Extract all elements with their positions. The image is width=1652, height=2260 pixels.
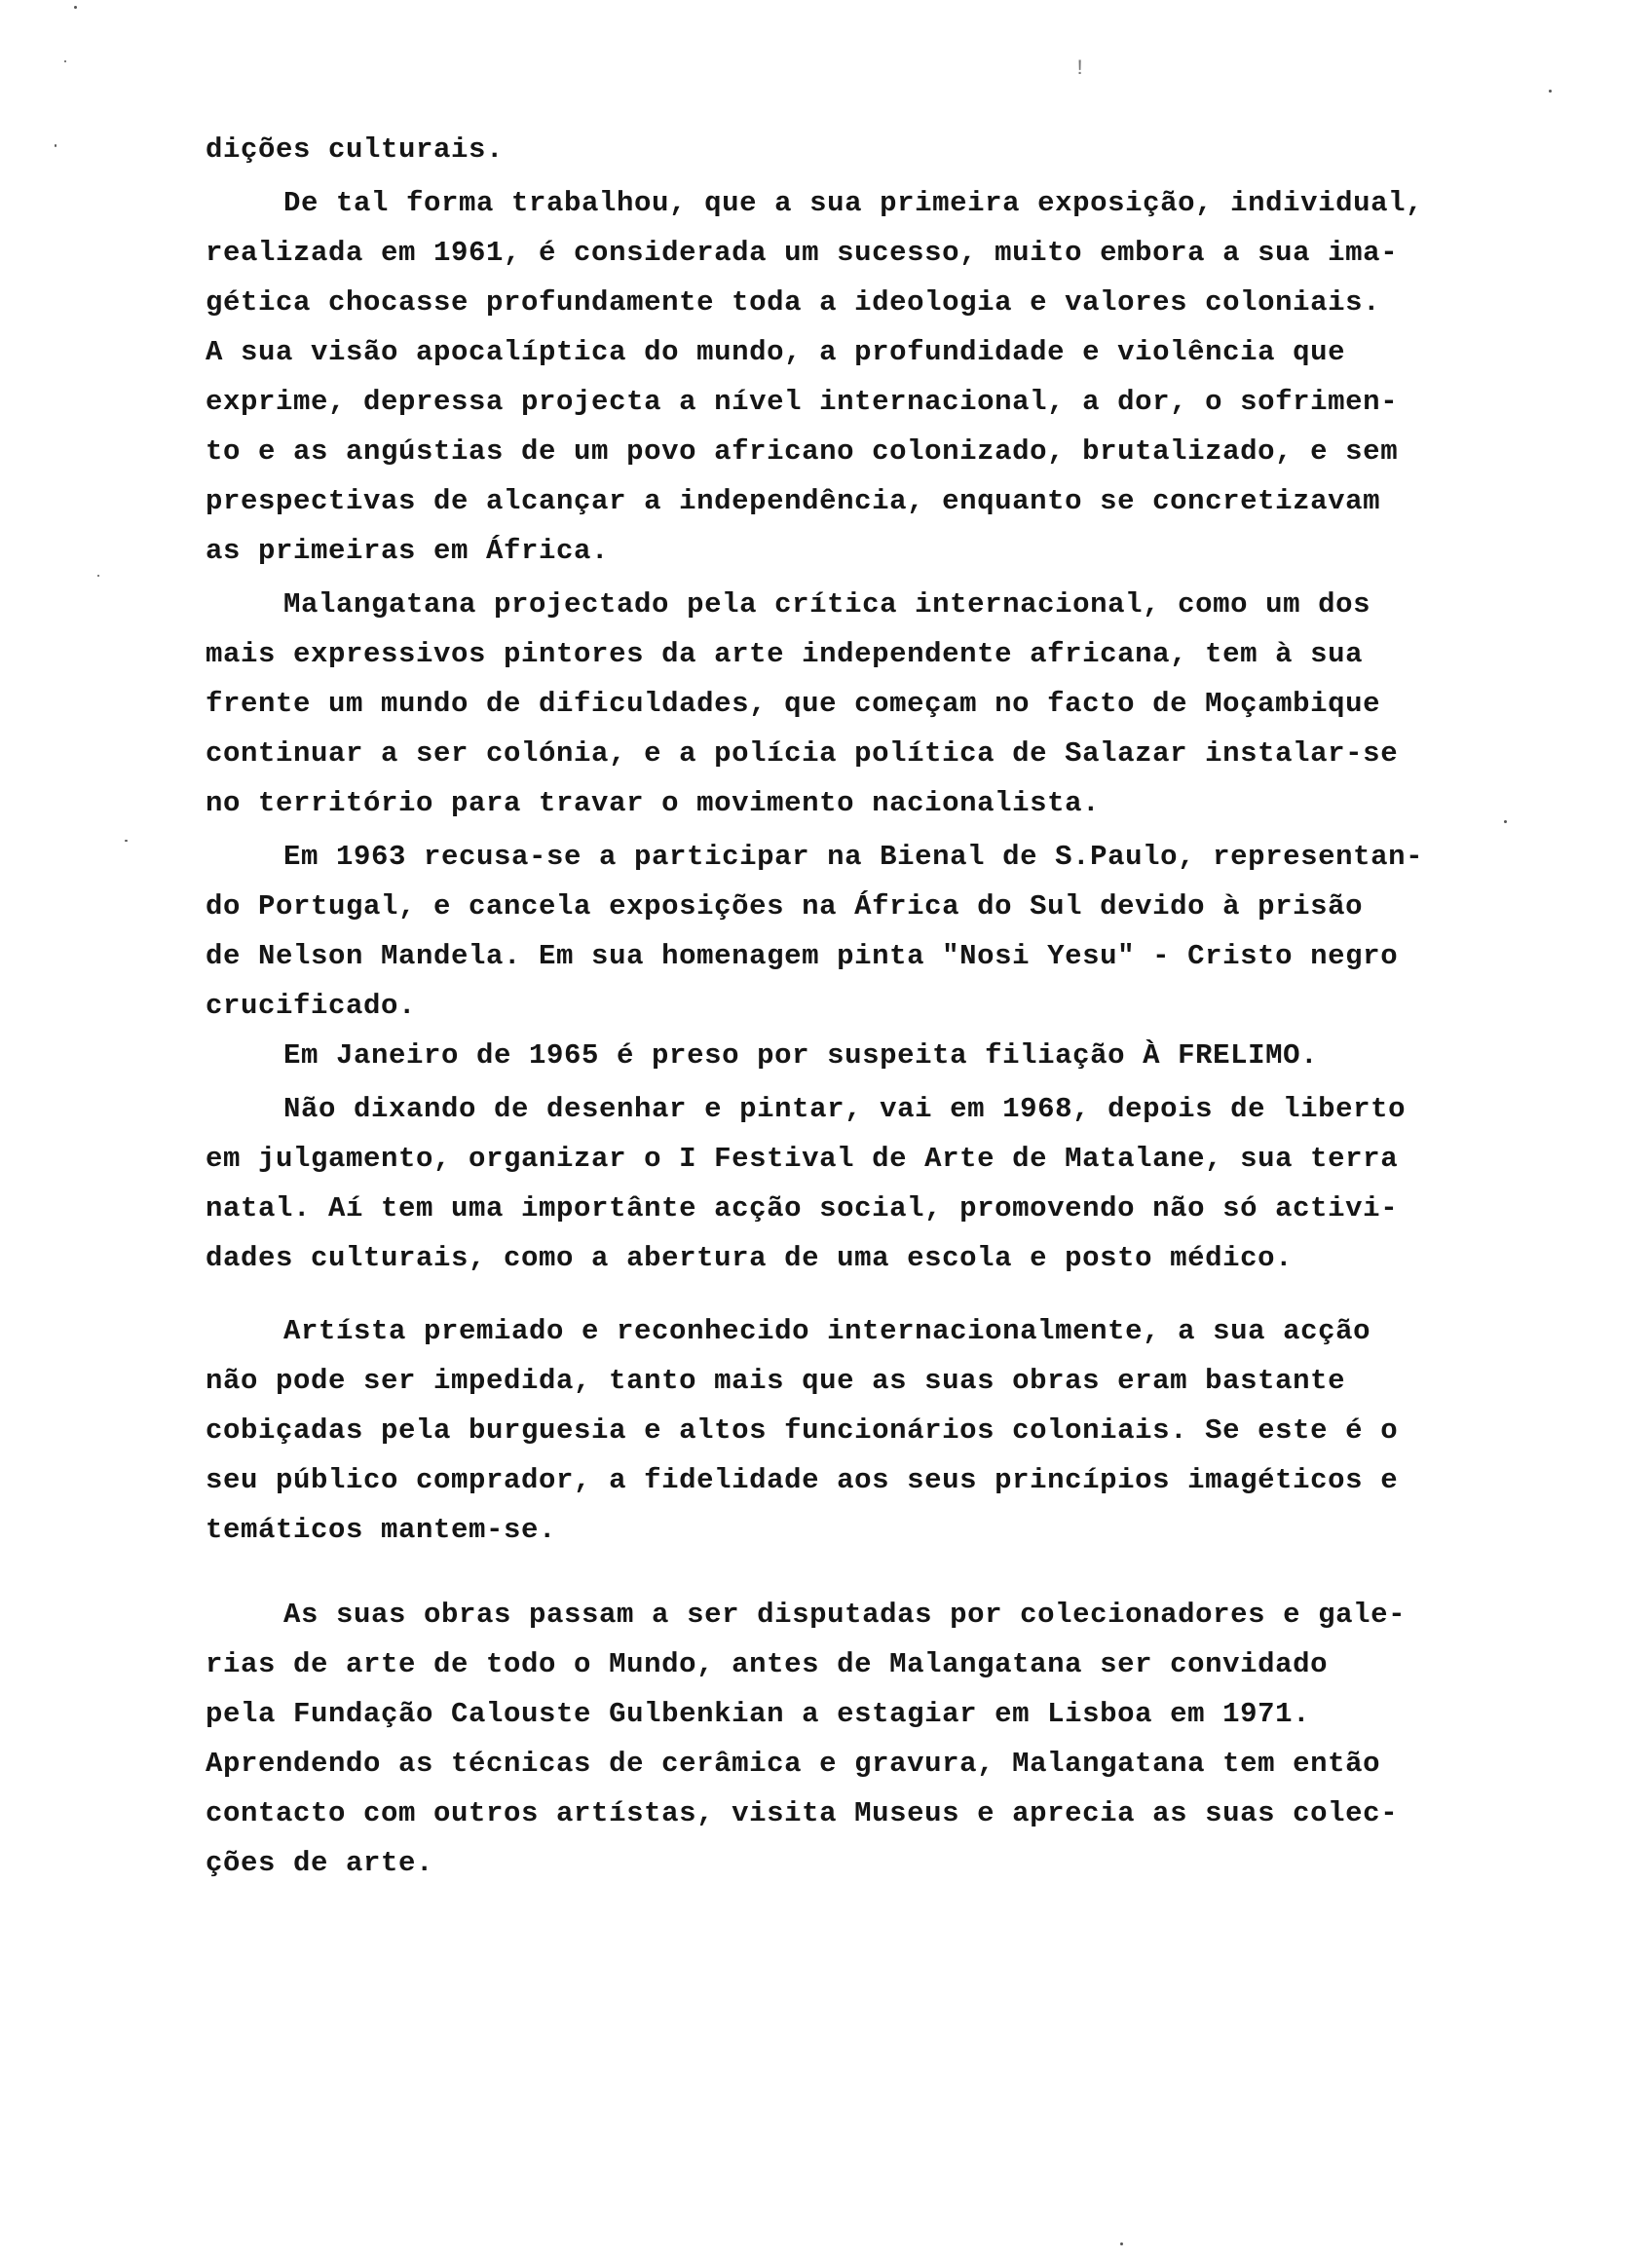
paragraph-4 bbox=[206, 832, 1589, 1031]
text-line: gética chocasse profundamente toda a ideologia e valores coloniais. bbox=[206, 286, 1381, 319]
text-line: contacto com outros artístas, visita Museus e aprecia as suas colec- bbox=[206, 1797, 1399, 1829]
paragraph-1 bbox=[206, 125, 1589, 174]
text-line: De tal forma trabalhou, que a sua primeira exposição, individual, bbox=[283, 187, 1424, 219]
text-line: continuar a ser colónia, e a polícia política de Salazar instalar-se bbox=[206, 737, 1399, 770]
text-line: mais expressivos pintores da arte independente africana, tem à sua bbox=[206, 638, 1364, 670]
text-line: não pode ser impedida, tanto mais que as suas obras eram bastante bbox=[206, 1365, 1346, 1397]
text-line: Artísta premiado e reconhecido internacionalmente, a sua acção bbox=[283, 1315, 1371, 1347]
paragraph-3 bbox=[206, 580, 1589, 828]
text-line: no território para travar o movimento nacionalista. bbox=[206, 787, 1101, 819]
scan-speck bbox=[1120, 2242, 1123, 2245]
text-line: exprime, depressa projecta a nível internacional, a dor, o sofrimen- bbox=[206, 386, 1399, 418]
scan-speck bbox=[55, 144, 56, 147]
text-line: crucificado. bbox=[206, 990, 417, 1022]
text-line: seu público comprador, a fidelidade aos seus princípios imagéticos e bbox=[206, 1464, 1399, 1496]
paragraph-6 bbox=[206, 1084, 1589, 1283]
text-line: dades culturais, como a abertura de uma escola e posto médico. bbox=[206, 1242, 1294, 1274]
text-line: cobiçadas pela burguesia e altos funcionários coloniais. Se este é o bbox=[206, 1414, 1399, 1447]
text-line: to e as angústias de um povo africano colonizado, brutalizado, e sem bbox=[206, 435, 1399, 468]
text-line: Em Janeiro de 1965 é preso por suspeita filiação À FRELIMO. bbox=[283, 1039, 1319, 1072]
scan-speck bbox=[74, 6, 77, 9]
scan-speck bbox=[97, 575, 99, 577]
paragraph-5 bbox=[206, 1031, 1589, 1080]
scan-speck bbox=[125, 840, 128, 842]
text-line: prespectivas de alcançar a independência, enquanto se concretizavam bbox=[206, 485, 1381, 517]
text-line: As suas obras passam a ser disputadas por colecionadores e gale- bbox=[283, 1599, 1407, 1631]
text-line: temáticos mantem-se. bbox=[206, 1514, 557, 1546]
text-line: ções de arte. bbox=[206, 1847, 434, 1879]
document-body bbox=[206, 125, 1589, 1888]
page-mark: ! bbox=[1073, 56, 1087, 81]
text-line: Não dixando de desenhar e pintar, vai em 1968, depois de liberto bbox=[283, 1093, 1407, 1125]
text-line: A sua visão apocalíptica do mundo, a profundidade e violência que bbox=[206, 336, 1346, 368]
text-line: de Nelson Mandela. Em sua homenagem pinta "Nosi Yesu" - Cristo negro bbox=[206, 940, 1399, 972]
text-line: natal. Aí tem uma importânte acção social, promovendo não só activi- bbox=[206, 1192, 1399, 1224]
paragraph-8 bbox=[206, 1590, 1589, 1888]
text-line: dições culturais. bbox=[206, 133, 505, 166]
text-line: Aprendendo as técnicas de cerâmica e gravura, Malangatana tem então bbox=[206, 1748, 1381, 1780]
paragraph-7 bbox=[206, 1306, 1589, 1555]
text-line: as primeiras em África. bbox=[206, 535, 610, 567]
text-line: rias de arte de todo o Mundo, antes de Malangatana ser convidado bbox=[206, 1648, 1329, 1680]
scan-speck bbox=[64, 60, 66, 62]
scan-speck bbox=[1549, 90, 1552, 93]
text-line: pela Fundação Calouste Gulbenkian a estagiar em Lisboa em 1971. bbox=[206, 1698, 1311, 1730]
paragraph-2 bbox=[206, 178, 1589, 576]
text-line: do Portugal, e cancela exposições na África do Sul devido à prisão bbox=[206, 890, 1364, 923]
text-line: frente um mundo de dificuldades, que começam no facto de Moçambique bbox=[206, 688, 1381, 720]
text-line: Em 1963 recusa-se a participar na Bienal de S.Paulo, representan- bbox=[283, 841, 1424, 873]
text-line: Malangatana projectado pela crítica internacional, como um dos bbox=[283, 588, 1371, 621]
text-line: realizada em 1961, é considerada um sucesso, muito embora a sua ima- bbox=[206, 237, 1399, 269]
text-line: em julgamento, organizar o I Festival de Arte de Matalane, sua terra bbox=[206, 1143, 1399, 1175]
